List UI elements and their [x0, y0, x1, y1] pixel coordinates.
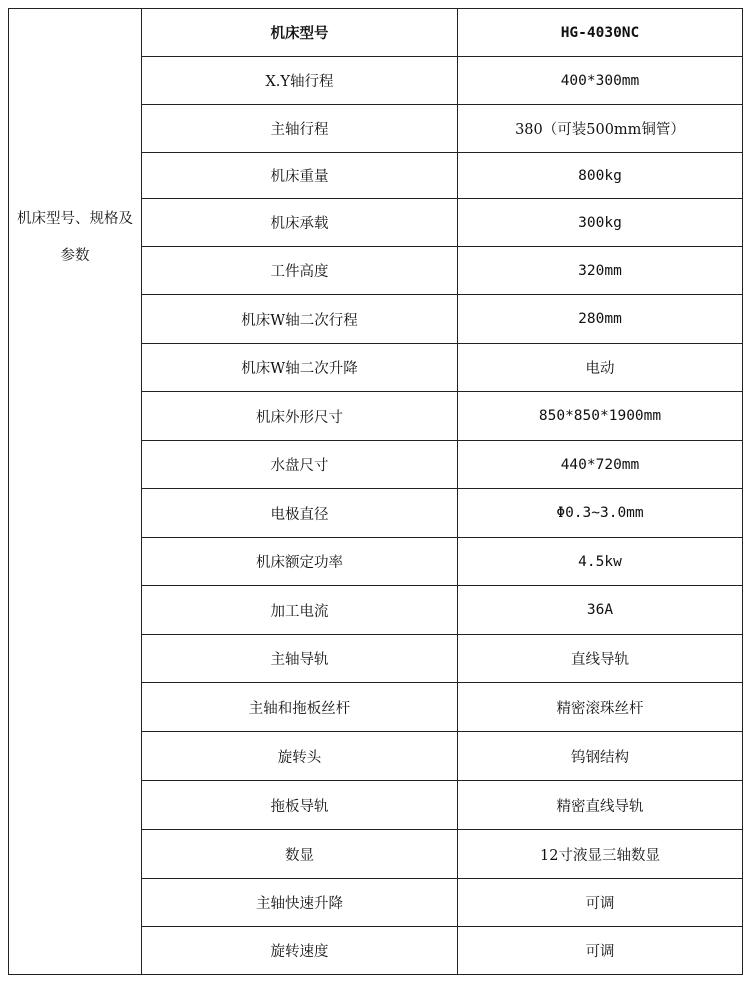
value-cell: 12寸液显三轴数显 — [458, 830, 743, 879]
param-cell: 机床W轴二次行程 — [142, 295, 458, 344]
param-cell: 机床W轴二次升降 — [142, 344, 458, 392]
value-cell: 300kg — [458, 199, 743, 247]
value-cell: 精密滚珠丝杆 — [458, 683, 743, 732]
value-cell: 直线导轨 — [458, 635, 743, 683]
value-cell: 440*720mm — [458, 441, 743, 489]
group-label-cell: 机床型号、规格及参数 — [9, 9, 142, 975]
param-cell: 主轴快速升降 — [142, 879, 458, 927]
value-cell: 280mm — [458, 295, 743, 344]
param-cell: 电极直径 — [142, 489, 458, 538]
param-cell: 旋转速度 — [142, 927, 458, 975]
value-cell: 400*300mm — [458, 57, 743, 105]
spec-table — [8, 8, 743, 975]
param-cell: 加工电流 — [142, 586, 458, 635]
value-cell: 320mm — [458, 247, 743, 295]
param-cell: 水盘尺寸 — [142, 441, 458, 489]
value-cell: 36A — [458, 586, 743, 635]
param-cell: 机床承载 — [142, 199, 458, 247]
value-cell: 800kg — [458, 153, 743, 199]
param-cell: 工件高度 — [142, 247, 458, 295]
header-value-cell: HG-4030NC — [458, 9, 743, 57]
param-cell: 机床额定功率 — [142, 538, 458, 586]
param-cell: 主轴和拖板丝杆 — [142, 683, 458, 732]
value-cell: Φ0.3~3.0mm — [458, 489, 743, 538]
param-cell: 数显 — [142, 830, 458, 879]
param-cell: 主轴导轨 — [142, 635, 458, 683]
value-cell: 可调 — [458, 927, 743, 975]
table-header-row — [9, 9, 743, 57]
value-cell: 精密直线导轨 — [458, 781, 743, 830]
param-cell: X.Y轴行程 — [142, 57, 458, 105]
header-param-cell: 机床型号 — [142, 9, 458, 57]
value-cell: 380（可装500mm铜管） — [458, 105, 743, 153]
param-cell: 主轴行程 — [142, 105, 458, 153]
value-cell: 4.5kw — [458, 538, 743, 586]
value-cell: 电动 — [458, 344, 743, 392]
param-cell: 机床外形尺寸 — [142, 392, 458, 441]
value-cell: 可调 — [458, 879, 743, 927]
param-cell: 拖板导轨 — [142, 781, 458, 830]
value-cell: 850*850*1900mm — [458, 392, 743, 441]
value-cell: 钨钢结构 — [458, 732, 743, 781]
param-cell: 旋转头 — [142, 732, 458, 781]
param-cell: 机床重量 — [142, 153, 458, 199]
spec-sheet — [8, 8, 743, 975]
